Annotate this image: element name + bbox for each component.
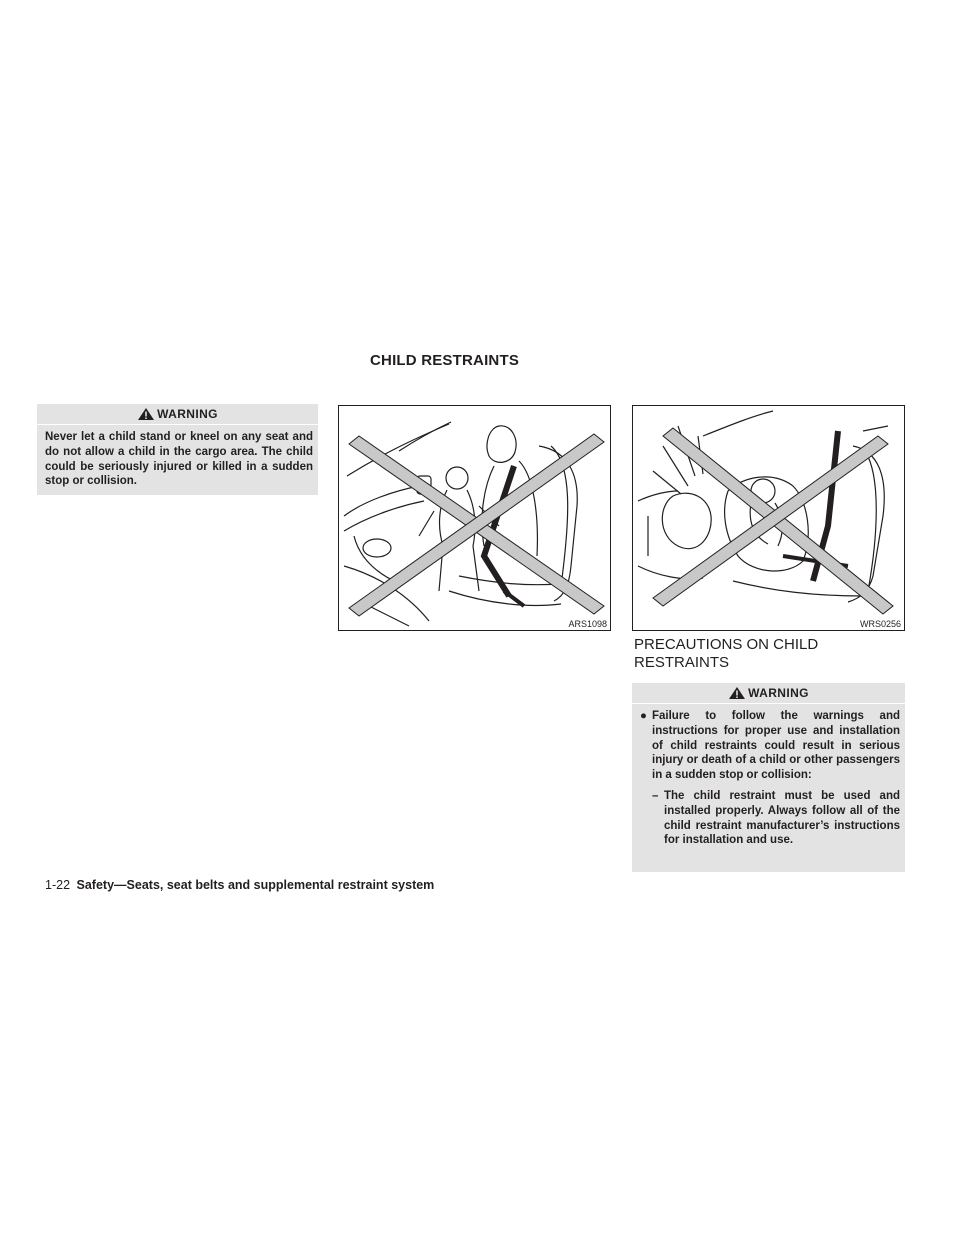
figure-code: WRS0256 — [859, 619, 901, 629]
warning-triangle-icon — [728, 686, 746, 700]
bullet-item — [640, 709, 900, 783]
bullet-icon: ● — [640, 710, 647, 722]
figure-code: ARS1098 — [568, 619, 607, 629]
dash-icon: – — [652, 789, 659, 802]
warning-header — [37, 404, 318, 425]
dash-text: The child restraint must be used and installed properly. Always follow all of the child restraint manufacturer’s instructions for installation and use. — [664, 789, 900, 847]
child-standing-illustration — [339, 406, 612, 632]
warning-box-child-seating — [37, 404, 318, 495]
warning-box-precautions — [632, 683, 905, 872]
figure-rear-facing-front-airbag-prohibited — [632, 405, 905, 631]
warning-text: Never let a child stand or kneel on any seat and do not allow a child in the cargo area. The child could be seriously injured or killed in a sudden stop or collision. — [45, 431, 313, 488]
figure-child-standing-prohibited — [338, 405, 611, 631]
warning-triangle-icon — [137, 407, 155, 421]
warning-text — [632, 704, 905, 854]
dash-item — [640, 789, 900, 848]
running-title: Safety—Seats, seat belts and supplemental restraint system — [76, 878, 435, 892]
bullet-text: Failure to follow the warnings and instructions for proper use and installation of child restraints could result in serious injury or death of a child or other passengers in a sudden stop or collision: — [652, 710, 900, 782]
page-footer — [45, 878, 434, 892]
rear-facing-seat-illustration — [633, 406, 906, 632]
page-number: 1-22 — [45, 878, 71, 892]
warning-label: WARNING — [157, 407, 218, 421]
warning-label: WARNING — [748, 686, 809, 700]
subheading-precautions: PRECAUTIONS ON CHILD RESTRAINTS — [634, 636, 819, 671]
warning-header — [632, 683, 905, 704]
section-title: CHILD RESTRAINTS — [370, 352, 520, 369]
